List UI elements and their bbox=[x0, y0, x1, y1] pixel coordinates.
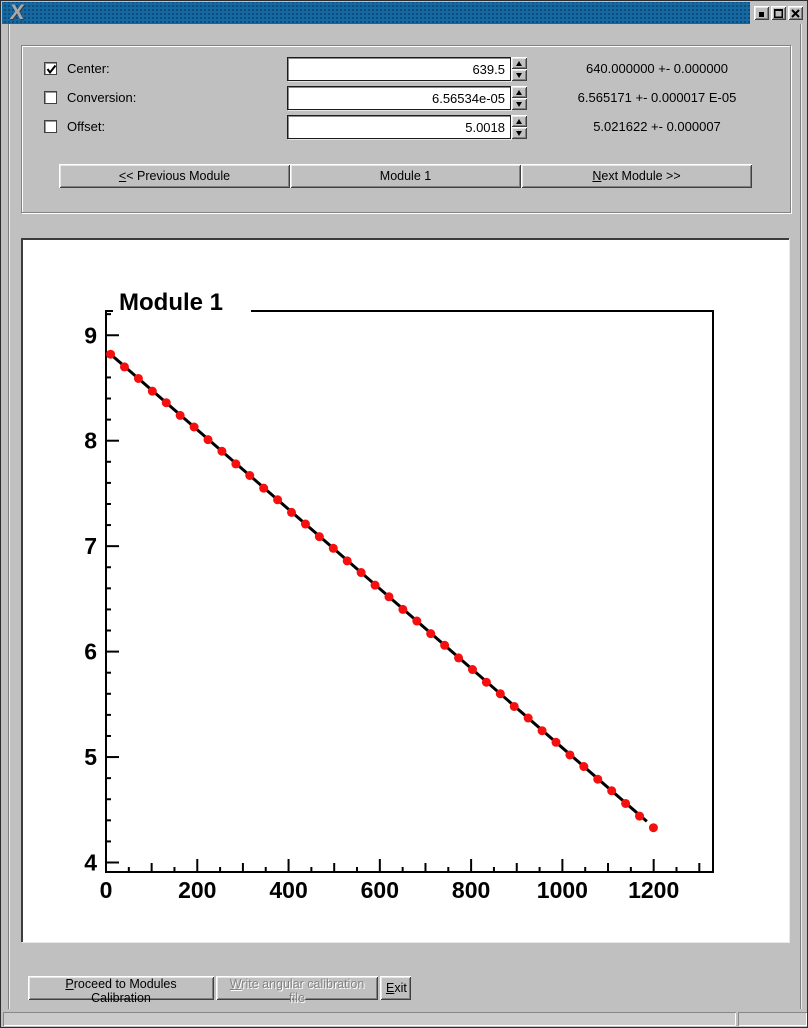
svg-text:1200: 1200 bbox=[628, 877, 680, 903]
conversion-input[interactable] bbox=[287, 86, 511, 110]
svg-text:400: 400 bbox=[269, 877, 308, 903]
offset-result-value: 5.021622 +- 0.000007 bbox=[593, 119, 721, 134]
offset-label: Offset: bbox=[67, 119, 106, 134]
offset-input[interactable] bbox=[287, 115, 511, 139]
conversion-row bbox=[22, 86, 790, 110]
svg-text:200: 200 bbox=[178, 877, 217, 903]
conversion-checkbox[interactable] bbox=[44, 91, 57, 104]
conversion-spinbox bbox=[287, 86, 527, 110]
svg-text:0: 0 bbox=[99, 877, 113, 903]
svg-text:6: 6 bbox=[84, 638, 97, 665]
minimize-button[interactable] bbox=[754, 6, 769, 20]
center-checkbox[interactable] bbox=[44, 62, 57, 75]
svg-text:7: 7 bbox=[84, 533, 97, 560]
conversion-result-value: 6.565171 +- 0.000017 E-05 bbox=[577, 90, 737, 105]
close-icon bbox=[791, 9, 800, 18]
root-plot bbox=[23, 240, 789, 942]
center-label: Center: bbox=[67, 61, 110, 76]
proceed-calibration-button[interactable]: Proceed to Modules Calibration bbox=[28, 976, 214, 1000]
next-module-button[interactable]: Next Module >> bbox=[521, 164, 752, 188]
close-button[interactable] bbox=[788, 6, 803, 20]
write-calibration-file-button: Write angular calibration file bbox=[216, 976, 378, 1000]
svg-text:5: 5 bbox=[84, 744, 97, 771]
svg-text:800: 800 bbox=[451, 877, 491, 903]
svg-text:1000: 1000 bbox=[536, 877, 588, 903]
status-bar bbox=[3, 1012, 736, 1026]
center-input[interactable] bbox=[287, 57, 511, 81]
conversion-label: Conversion: bbox=[67, 90, 137, 105]
center-row bbox=[22, 57, 790, 81]
center-result-value: 640.000000 +- 0.000000 bbox=[585, 61, 729, 76]
center-spinbox bbox=[287, 57, 527, 81]
maximize-icon bbox=[774, 9, 783, 18]
x11-logo-icon[interactable]: X bbox=[8, 1, 26, 24]
maximize-button[interactable] bbox=[771, 6, 786, 20]
svg-text:9: 9 bbox=[84, 322, 97, 349]
titlebar[interactable] bbox=[2, 2, 806, 24]
offset-row bbox=[22, 115, 790, 139]
svg-text:600: 600 bbox=[360, 877, 400, 903]
module-nav bbox=[59, 164, 752, 188]
exit-button[interactable]: Exit bbox=[380, 976, 411, 1000]
status-bar-grip[interactable] bbox=[738, 1012, 807, 1026]
offset-spinbox bbox=[287, 115, 527, 139]
current-module-indicator: Module 1 bbox=[290, 164, 521, 188]
calibration-panel bbox=[21, 45, 791, 213]
checkmark-icon bbox=[45, 63, 58, 76]
window-controls bbox=[750, 2, 806, 24]
svg-text:Module 1: Module 1 bbox=[119, 289, 224, 316]
offset-checkbox[interactable] bbox=[44, 120, 57, 133]
plot-canvas bbox=[21, 238, 789, 942]
svg-text:8: 8 bbox=[84, 427, 97, 454]
footer-toolbar bbox=[28, 976, 411, 1005]
previous-module-button[interactable]: << Previous Module bbox=[59, 164, 290, 188]
minimize-icon bbox=[757, 9, 766, 18]
svg-text:4: 4 bbox=[84, 849, 97, 876]
